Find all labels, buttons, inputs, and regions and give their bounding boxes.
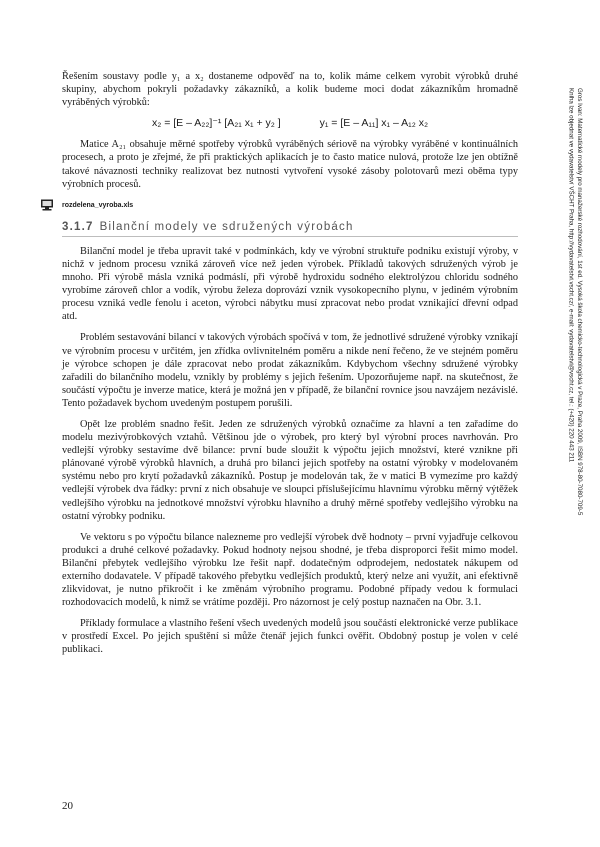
side-citation: [566, 88, 583, 728]
paragraph-vector-s: Ve vektoru s po výpočtu bilance nalezneme pro vedlejší výrobek dvě hodnoty – první vyjadřuje celkovou produkci a druhé celkové požadavky. Pokud hodnoty nejsou shodné, je třeba disproporci řešit mimo model. Bilanční přebytek vedlejšího výrobku lze řešit např. dodatečným odprodejem, nedostatek nákupem od externího dodavatele. V případě takového přebytku vedlejších produktů, který nelze ani využít, ani efektivně zlikvidovat, je nutno přikročit i ke změnám výrobního programu. Podobné případy vedou k formulaci rozhodovacích modelů, k nimž se vrátíme později. Pro názornost je celý postup naznačen na Obr. 3.1.: [62, 531, 518, 609]
section-title: Bilanční modely ve sdružených výrobách: [99, 220, 354, 233]
text-column: [62, 70, 518, 665]
section-number: 3.1.7: [62, 220, 94, 233]
equation-x2: x₂ = [E – A₂₂]⁻¹ [A₂₁ x₁ + y₂ ]: [151, 117, 281, 130]
paragraph-solution-intro: Řešením soustavy podle y₁ a x₂ dostaneme odpověď na to, kolik máme celkem vyrobit výrobků druhé skupiny, abychom pokryli požadavky zákazníků, a kolik budeme moci dodat zákazníkům hromadně vyráběných výrobků:: [62, 71, 518, 109]
paragraph-matrix-a21: Matice A₂₁ obsahuje měrné spotřeby výrobků vyráběných sériově na výrobky vyráběné v kontinuálních procesech, a proto je zřejmé, že při praktických aplikacích je to často matice nulová, protože lze jen obtížně takové návaznosti techniky realizovat bez nutnosti vytvoření vysoké zásoby polotovarů mezi oběma typy výrobních procesů.: [62, 139, 518, 190]
file-name[interactable]: rozdelena_vyroba.xls: [62, 201, 134, 209]
paragraph-solution-method: Opět lze problém snadno řešit. Jeden ze sdružených výrobků označíme za hlavní a ten zařadíme do modelu mezivýrobkových vztahů. Většinou jde o výrobek, pro který byl výrobní proces navrhován. Pro vedlejší výrobky sestavíme dvě bilance: první bude sloužit k výpočtu jejich množství, které vznikne při plánované výrobě výrobků hlavních, a druhá pro bilanci jejich spotřeby na ostatní výrobky v modelovaném systému nebo pro krytí požadavků zákazníků. Postup je modelován tak, že v matici B vymezíme pro každý vedlejší výrobek dva řádky: první z nich obsahuje ve sloupci příslušejícímu hlavnímu výrobku měrný výtěžek vedlejšího výrobku na jednotkové množství výrobku hlavního a druhý měrné spotřeby vedlejšího výrobku na ostatní výrobky podniku.: [62, 418, 518, 522]
side-citation-line-1: Gros Ivan: Matematické modely pro manažerské rozhodování, 1st ed. Vysoká škola chemicko-technologická v Praze, Praha 2009, ISBN 978-80-7080-709-5: [576, 88, 583, 516]
equation-y1: y₁ = [E – A₁₁] x₁ – A₁₂ x₂: [319, 117, 429, 130]
paragraph-excel-examples: Příklady formulace a vlastního řešení všech uvedených modelů jsou součástí elektronické verze publikace v prostředí Excel. Po jejich spuštění si může čtenář jejich funkci ověřit. Obdobný postup je volen v celé publikaci.: [62, 618, 518, 656]
page-number: 20: [62, 800, 73, 812]
paragraph-joint-production: Bilanční model je třeba upravit také v podmínkách, kdy ve výrobní struktuře podniku existují výroby, v nichž v jednom procesu vzniká zároveň více než jeden výrobek. Příkladů takových sdružených výrob je mnoho. Při výrobě másla vzniká podmáslí, při výrobě hydroxidu sodného elektrolýzou chloridu sodného vyrobíme zároveň chlor a vodík, výrobu železa doprovází vznik vysokopecního plynu, v jediném výrobním procesu vzniká vedle fenolu i aceton, výrobci nábytku musí zpracovat nebo prodat vznikající dřevní odpad atd.: [62, 245, 518, 323]
computer-monitor-icon: [40, 199, 54, 211]
side-citation-line-2: Kniha lze objednat ve vydavatelství VŠCHT Praha, http://vydavatelstvi.vscht.cz/, e-mail: vydavatelstvi@vscht.cz, tel.: (+420) 220 443 211: [567, 88, 575, 463]
paragraph-balance-problem: Problém sestavování bilancí v takových výrobách spočívá v tom, že jednotlivé sdružené výrobky vznikají ve výrobním procesu v určitém, jen zřídka ovlivnitelném poměru a nikde není řečeno, že ve stejném poměru je výrobce schopen je dále zpracovat nebo prodat zákazníkům. Kdybychom všechny sdružené výrobky zařadili do bilančního modelu, vznikly by problémy s jejich řešením. Upozorňujeme např. na skutečnost, že součástí výpočtu je inverze matice, která je možná jen v případě, že bilanční rovnice jsou navzájem nezávislé. Tento požadavek bychom uvedeným postupem porušili.: [62, 332, 518, 409]
section-heading: [62, 221, 518, 237]
file-reference[interactable]: [62, 199, 518, 213]
equation-block: [62, 117, 518, 130]
